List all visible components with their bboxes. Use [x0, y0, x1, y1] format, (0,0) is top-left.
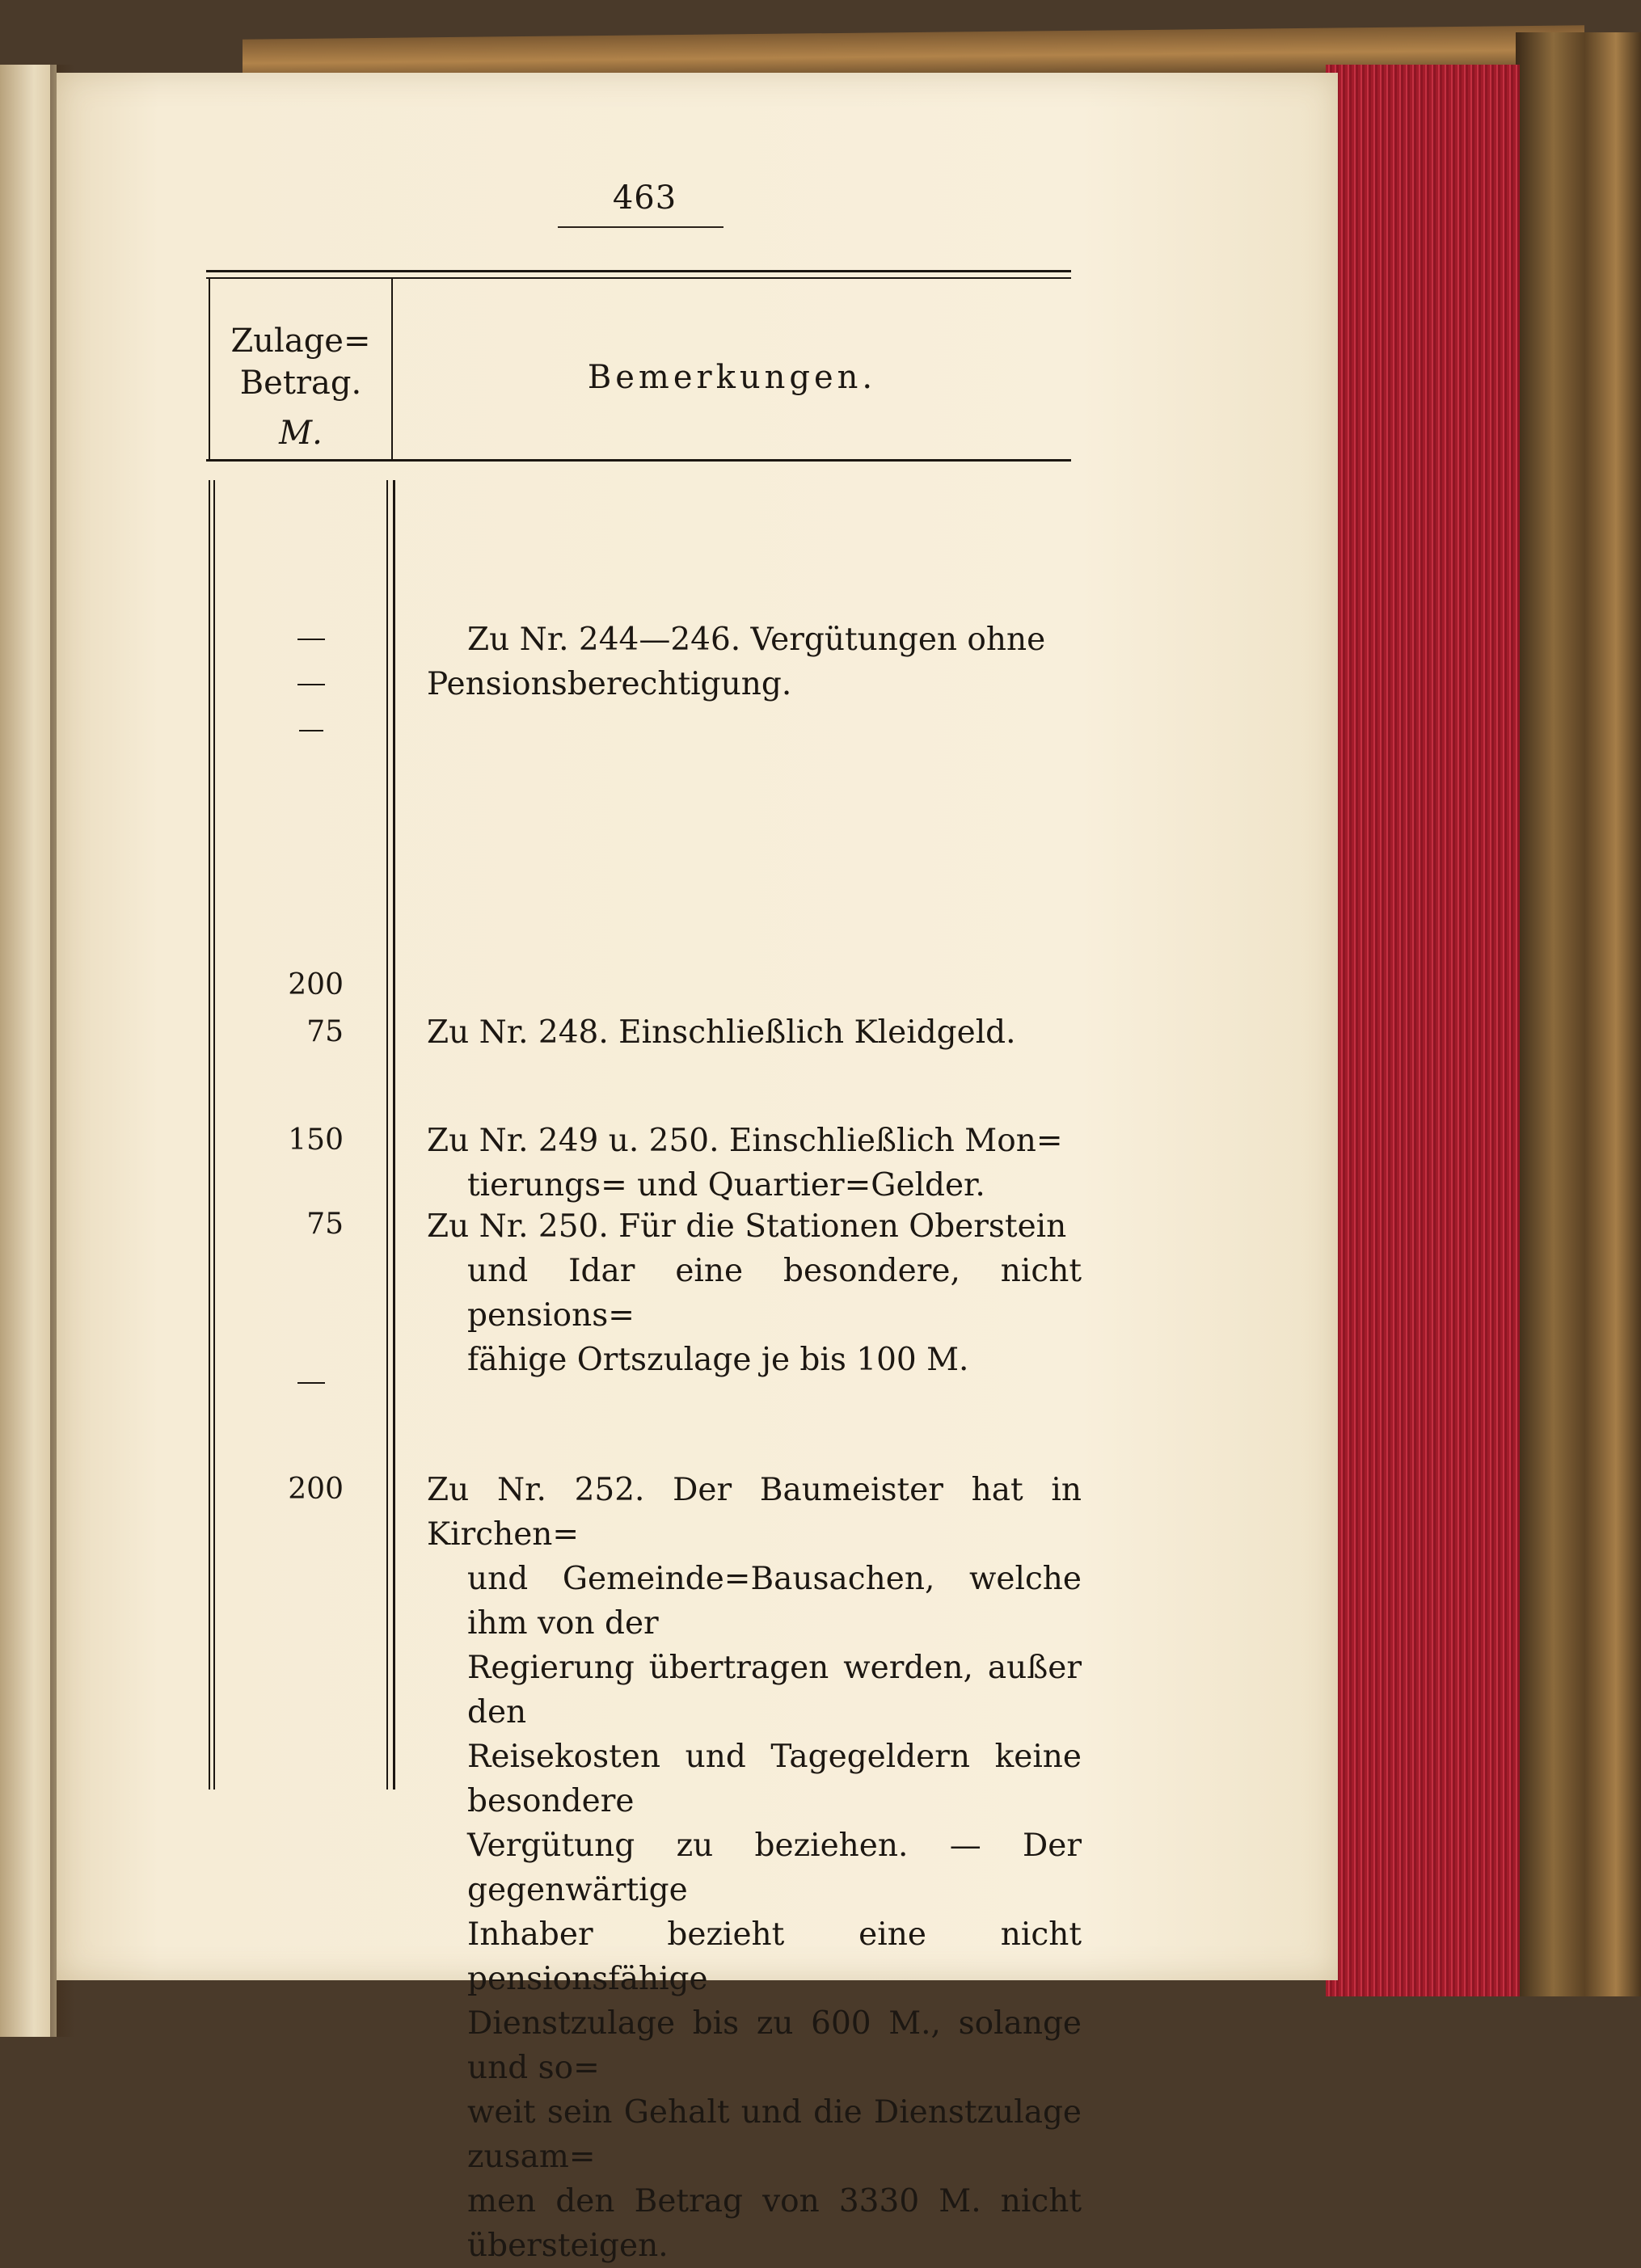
remark-line: Zu Nr. 244—246. Vergütungen ohne	[467, 622, 1046, 658]
remark-line: Vergütung zu beziehen. — Der gegenwärtige	[467, 1827, 1082, 1908]
column-left-border-inner	[213, 480, 215, 1790]
remark-line: und Idar eine besondere, nicht pensions=	[467, 1253, 1082, 1334]
amount-value: 150	[288, 1123, 344, 1157]
column-divider	[386, 480, 388, 1790]
header-zulage-line2: Betrag.	[239, 365, 362, 402]
page-fore-edge	[1326, 65, 1520, 1996]
remark-line: Inhaber bezieht eine nicht pensionsfähige	[467, 1916, 1082, 1997]
remark-line: fähige Ortszulage je bis 100 M.	[467, 1342, 969, 1378]
remark-line: Reisekosten und Tagegeldern keine besondere	[467, 1739, 1082, 1819]
book-cover-right	[1516, 32, 1641, 1996]
header-zulage-line1: Zulage=	[230, 322, 371, 360]
remark-line: und Gemeinde=Bausachen, welche ihm von der	[467, 1561, 1082, 1642]
dash-marker	[297, 1382, 325, 1384]
remark-line: Pensionsberechtigung.	[427, 666, 792, 702]
left-page-edge	[0, 65, 57, 2037]
table-top-rule-thin	[206, 277, 1071, 279]
remark-line: Zu Nr. 252. Der Baumeister hat in Kirchen=	[427, 1472, 1082, 1553]
amount-value: 75	[306, 1015, 344, 1048]
remark-248	[427, 1010, 1082, 1055]
remark-line: Dienstzulage bis zu 600 M., solange und so=	[467, 2005, 1082, 2086]
column-left-border	[209, 480, 210, 1790]
dash-marker	[297, 639, 325, 640]
table-top-rule	[206, 270, 1071, 272]
column-divider-inner	[393, 480, 395, 1790]
dash-marker	[299, 730, 323, 731]
header-bemerkungen: Bemerkungen.	[587, 359, 877, 396]
remark-line: Zu Nr. 250. Für die Stationen Oberstein	[427, 1208, 1067, 1245]
amount-value: 200	[288, 968, 344, 1001]
page-number: 463	[612, 179, 677, 217]
remark-line: men den Betrag von 3330 M. nicht übersteigen.	[467, 2183, 1082, 2264]
header-zulage-unit: M.	[279, 415, 323, 452]
remark-line: Zu Nr. 249 u. 250. Einschließlich Mon=	[427, 1123, 1063, 1159]
dash-marker	[297, 684, 325, 685]
remark-250	[427, 1204, 1082, 1382]
page-number-rule	[558, 226, 723, 228]
amount-value: 200	[288, 1473, 344, 1506]
header-zulage-betrag	[210, 320, 391, 454]
remark-line: Zu Nr. 248. Einschließlich Kleidgeld.	[427, 1014, 1016, 1051]
remark-line: weit sein Gehalt und die Dienstzulage zusam=	[467, 2094, 1082, 2175]
remark-244-246	[427, 618, 1082, 706]
header-bottom-rule	[206, 459, 1071, 462]
remark-line: tierungs= und Quartier=Gelder.	[467, 1167, 985, 1204]
remark-line: Regierung übertragen werden, außer den	[467, 1650, 1082, 1731]
amount-value: 75	[306, 1208, 344, 1241]
remark-252	[427, 1468, 1082, 2268]
remark-249-250	[427, 1119, 1082, 1208]
